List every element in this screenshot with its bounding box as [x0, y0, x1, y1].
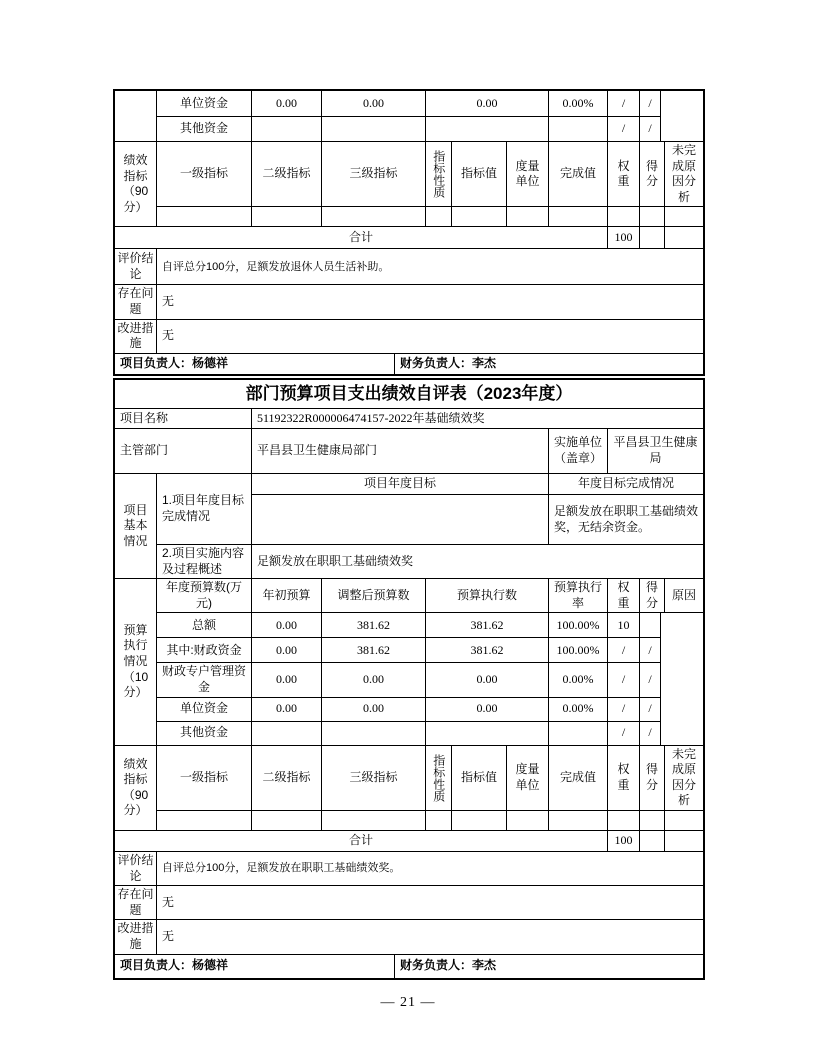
t1-improvements-value: 无 [157, 320, 703, 354]
t2-perf-header-nature [426, 746, 452, 811]
t2-goal-value [252, 495, 549, 545]
t2-fiscal-funds-weight: / [608, 638, 640, 663]
t2-unit-funds-label: 单位资金 [157, 698, 252, 722]
t2-unit-funds-weight: / [608, 698, 640, 722]
t1-perf-header-level3: 三级指标 [322, 142, 426, 207]
t2-budget-header-annual: 年度预算数(万元) [157, 579, 252, 613]
t2-goal-result-value: 足额发放在职职工基础绩效奖，无结余资金。 [549, 495, 703, 545]
t2-fiscal-funds-score: / [640, 638, 661, 663]
t2-other-funds-label: 其他资金 [157, 722, 252, 746]
t1-perf-header-score: 得分 [640, 142, 665, 207]
t1-conclusion-row [115, 249, 703, 285]
t1-perf-section-label: 绩效指标（90分） [115, 142, 157, 227]
t2-improvements-value: 无 [157, 920, 703, 954]
t2-goal-value-row [252, 495, 703, 545]
t1-perf-empty-level1 [157, 207, 252, 227]
t1-other-funds-initial [252, 117, 322, 142]
t1-signature-row [115, 354, 703, 374]
t2-perf-empty-unit [507, 811, 549, 831]
t2-department-row [115, 429, 703, 474]
t2-perf-empty-row [157, 811, 703, 831]
t2-perf-header-nature-text: 指标性质 [431, 753, 446, 802]
t2-project-name-row [115, 409, 703, 429]
t2-impl-unit-label: 实施单位（盖章） [549, 429, 608, 474]
t2-perf-header-row [157, 746, 703, 811]
t2-basic-info-section [115, 474, 703, 579]
t2-conclusion-label: 评价结论 [115, 852, 157, 886]
t2-perf-header-value: 指标值 [452, 746, 507, 811]
t2-department-value: 平昌县卫生健康局部门 [252, 429, 549, 474]
t2-total-reason [665, 831, 703, 852]
t2-perf-header-score: 得分 [640, 746, 665, 811]
t1-perf-header-nature-text: 指标性质 [431, 150, 446, 199]
t2-project-leader: 项目负责人：杨德祥 [115, 955, 395, 978]
t1-project-leader: 项目负责人：杨德祥 [115, 354, 395, 374]
t1-perf-header-done: 完成值 [549, 142, 608, 207]
t2-total-label: 合计 [115, 831, 608, 852]
t1-unit-funds-executed: 0.00 [426, 91, 549, 117]
t2-impl-unit-value: 平昌县卫生健康局 [608, 429, 703, 474]
t1-perf-header-level2: 二级指标 [252, 142, 322, 207]
t2-total-amount-weight: 10 [608, 613, 640, 638]
t1-perf-header-nature [426, 142, 452, 207]
t2-project-name-value: 51192322R000006474157-2022年基础绩效奖 [252, 409, 703, 429]
t1-perf-empty-unit [507, 207, 549, 227]
t1-other-funds-adjusted [322, 117, 426, 142]
t2-perf-empty-reason [665, 811, 703, 831]
t1-unit-funds-score: / [640, 91, 661, 117]
t2-perf-empty-done [549, 811, 608, 831]
t1-unit-funds-rate: 0.00% [549, 91, 608, 117]
t2-fiscal-funds-executed: 381.62 [426, 638, 549, 663]
t2-special-account-executed: 0.00 [426, 663, 549, 697]
t1-total-score [640, 227, 665, 249]
t2-signature-row [115, 955, 703, 978]
t2-perf-header-level2: 二级指标 [252, 746, 322, 811]
t2-special-account-label: 财政专户管理资金 [157, 663, 252, 697]
t2-perf-header-done: 完成值 [549, 746, 608, 811]
t1-finance-leader: 财务负责人：李杰 [400, 355, 497, 370]
t2-department-label: 主管部门 [115, 429, 252, 474]
t1-unit-funds-weight: / [608, 91, 640, 117]
t1-other-funds-executed [426, 117, 549, 142]
t2-fiscal-funds-label: 其中:财政资金 [157, 638, 252, 663]
t2-goal-header: 项目年度目标 [252, 474, 549, 495]
t1-perf-empty-value [452, 207, 507, 227]
t1-budget-section [115, 91, 703, 142]
t2-total-amount-score [640, 613, 661, 638]
t2-problems-label: 存在问题 [115, 886, 157, 920]
t2-budget-header-executed: 预算执行数 [426, 579, 549, 613]
t2-special-account-weight: / [608, 663, 640, 697]
t2-finance-leader: 财务负责人：李杰 [400, 958, 497, 973]
t2-total-row [115, 831, 703, 852]
t2-special-account-rate: 0.00% [549, 663, 608, 697]
t2-perf-empty-level3 [322, 811, 426, 831]
t1-perf-empty-weight [608, 207, 640, 227]
t1-other-funds-rate [549, 117, 608, 142]
t1-problems-row [115, 285, 703, 319]
t2-row-total-amount [157, 613, 661, 638]
t2-budget-header-score: 得分 [640, 579, 665, 613]
t2-conclusion-row [115, 852, 703, 886]
t1-unit-funds-initial: 0.00 [252, 91, 322, 117]
t2-total-amount-adjusted: 381.62 [322, 613, 426, 638]
t2-unit-funds-score: / [640, 698, 661, 722]
t2-special-account-adjusted: 0.00 [322, 663, 426, 697]
t2-goal-row-label: 1.项目年度目标完成情况 [157, 474, 252, 545]
self-eval-table-2023 [113, 378, 705, 980]
t1-perf-header-unit: 度量单位 [507, 142, 549, 207]
t2-perf-empty-level1 [157, 811, 252, 831]
t2-table-title: 部门预算项目支出绩效自评表（2023年度） [115, 380, 703, 409]
t2-perf-section-label: 绩效指标（90分） [115, 746, 157, 831]
t1-problems-value: 无 [157, 285, 703, 319]
t1-total-reason [665, 227, 703, 249]
t2-budget-header-initial: 年初预算 [252, 579, 322, 613]
t1-improvements-row [115, 320, 703, 354]
t2-row-fiscal-funds [157, 638, 661, 663]
t2-total-score [640, 831, 665, 852]
t2-goal-header-row [252, 474, 703, 495]
t2-budget-section [115, 579, 703, 745]
t2-budget-header-weight: 权重 [608, 579, 640, 613]
t2-row-unit-funds [157, 698, 661, 722]
t2-perf-header-level3: 三级指标 [322, 746, 426, 811]
self-eval-table-continued [113, 89, 705, 376]
t1-perf-empty-row [157, 207, 703, 227]
t2-row-other-funds [157, 722, 661, 746]
t2-perf-header-weight: 权重 [608, 746, 640, 811]
t2-budget-header-row [157, 579, 703, 613]
t2-perf-header-unit: 度量单位 [507, 746, 549, 811]
t2-perf-empty-value [452, 811, 507, 831]
t2-impl-overview-label: 2.项目实施内容及过程概述 [157, 545, 252, 579]
t2-goal-result-header: 年度目标完成情况 [549, 474, 703, 495]
t2-other-funds-adjusted [322, 722, 426, 746]
t2-fiscal-funds-initial: 0.00 [252, 638, 322, 663]
t1-perf-empty-level2 [252, 207, 322, 227]
t1-perf-empty-done [549, 207, 608, 227]
t2-project-name-label: 项目名称 [115, 409, 252, 429]
t2-unit-funds-executed: 0.00 [426, 698, 549, 722]
t2-other-funds-executed [426, 722, 549, 746]
t2-fiscal-funds-rate: 100.00% [549, 638, 608, 663]
t1-perf-header-value: 指标值 [452, 142, 507, 207]
t1-unit-funds-adjusted: 0.00 [322, 91, 426, 117]
t2-row-special-account-funds [157, 663, 661, 697]
t1-total-row [115, 227, 703, 249]
t2-other-funds-initial [252, 722, 322, 746]
t2-goal-subsection [157, 474, 703, 545]
t2-conclusion-value: 自评总分100分，足额发放在职职工基础绩效奖。 [157, 852, 703, 886]
t2-total-amount-executed: 381.62 [426, 613, 549, 638]
t2-unit-funds-initial: 0.00 [252, 698, 322, 722]
t2-budget-body [157, 613, 703, 745]
t2-title-row [115, 380, 703, 409]
t2-perf-section [115, 746, 703, 831]
t1-perf-empty-nature [426, 207, 452, 227]
t1-budget-reason-merged-cell [661, 91, 703, 142]
t1-total-weight: 100 [608, 227, 640, 249]
t2-budget-header-rate: 预算执行率 [549, 579, 608, 613]
t2-perf-header-reason: 未完成原因分析 [665, 746, 703, 811]
t1-perf-empty-level3 [322, 207, 426, 227]
t2-other-funds-weight: / [608, 722, 640, 746]
t2-problems-row [115, 886, 703, 920]
t1-row-unit-funds [157, 91, 661, 117]
t2-total-amount-initial: 0.00 [252, 613, 322, 638]
t2-improvements-row [115, 920, 703, 954]
t2-total-amount-label: 总额 [157, 613, 252, 638]
t2-special-account-initial: 0.00 [252, 663, 322, 697]
t2-budget-reason-merged-cell [661, 613, 703, 745]
t2-perf-header-level1: 一级指标 [157, 746, 252, 811]
t2-perf-empty-level2 [252, 811, 322, 831]
t2-perf-empty-nature [426, 811, 452, 831]
t1-perf-empty-score [640, 207, 665, 227]
t1-other-funds-score: / [640, 117, 661, 142]
t2-other-funds-score: / [640, 722, 661, 746]
page-number: — 21 — [380, 995, 436, 1010]
t2-perf-empty-score [640, 811, 665, 831]
t1-conclusion-label: 评价结论 [115, 249, 157, 285]
t1-perf-section [115, 142, 703, 227]
t2-special-account-score: / [640, 663, 661, 697]
t1-perf-header-reason: 未完成原因分析 [665, 142, 703, 207]
t1-other-funds-weight: / [608, 117, 640, 142]
t1-improvements-label: 改进措施 [115, 320, 157, 354]
t2-impl-overview-row [157, 545, 703, 579]
t1-conclusion-value: 自评总分100分，足额发放退休人员生活补助。 [157, 249, 703, 285]
t2-budget-header-reason: 原因 [665, 579, 703, 613]
t2-perf-empty-weight [608, 811, 640, 831]
t1-budget-section-label-empty [115, 91, 157, 142]
t1-perf-empty-reason [665, 207, 703, 227]
t2-basic-section-label: 项目基本情况 [115, 474, 157, 579]
t1-problems-label: 存在问题 [115, 285, 157, 319]
t2-unit-funds-adjusted: 0.00 [322, 698, 426, 722]
t2-budget-header-adjusted: 调整后预算数 [322, 579, 426, 613]
t2-unit-funds-rate: 0.00% [549, 698, 608, 722]
t1-row-other-funds [157, 117, 661, 142]
t1-perf-header-level1: 一级指标 [157, 142, 252, 207]
t2-total-amount-rate: 100.00% [549, 613, 608, 638]
t2-fiscal-funds-adjusted: 381.62 [322, 638, 426, 663]
t1-other-funds-label: 其他资金 [157, 117, 252, 142]
t2-improvements-label: 改进措施 [115, 920, 157, 954]
t1-perf-header-row [157, 142, 703, 207]
t2-impl-overview-value: 足额发放在职职工基础绩效奖 [252, 545, 703, 579]
t1-total-label: 合计 [115, 227, 608, 249]
t1-unit-funds-label: 单位资金 [157, 91, 252, 117]
t2-other-funds-rate [549, 722, 608, 746]
t2-budget-section-label: 预算执行情况（10分） [115, 579, 157, 745]
t1-perf-header-weight: 权重 [608, 142, 640, 207]
t2-total-weight: 100 [608, 831, 640, 852]
t2-problems-value: 无 [157, 886, 703, 920]
